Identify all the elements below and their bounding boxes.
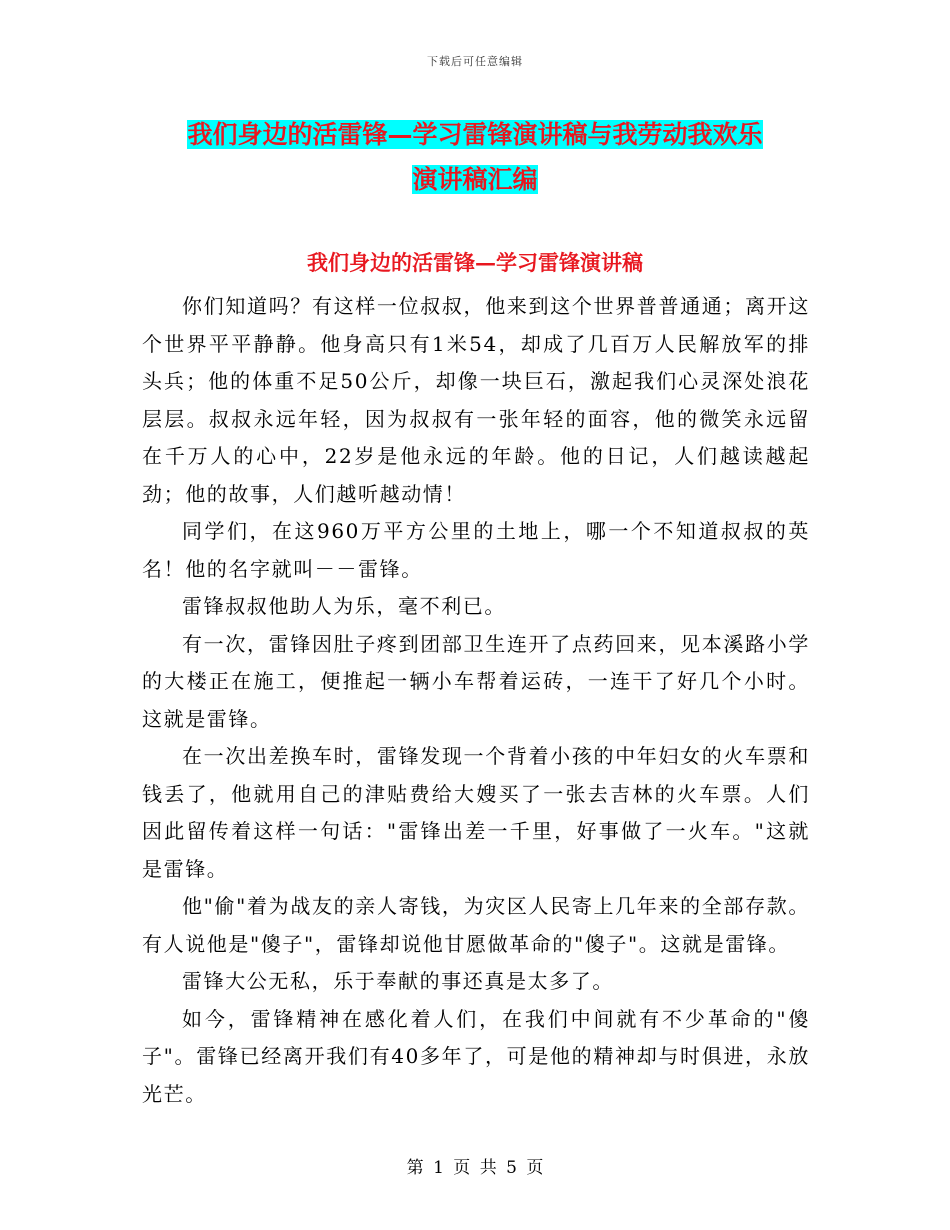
document-title-line-1: 我们身边的活雷锋—学习雷锋演讲稿与我劳动我欢乐 xyxy=(187,120,763,149)
paragraph: 雷锋大公无私，乐于奉献的事还真是太多了。 xyxy=(182,969,614,993)
paragraph: 他"偷"着为战友的亲人寄钱，为灾区人民寄上几年来的全部存款。有人说他是"傻子"，雷锋却说他甘愿做革命的"傻子"。这就是雷锋。 xyxy=(142,894,810,956)
page-number-footer: 第 1 页 共 5 页 xyxy=(406,1158,544,1178)
paragraph: 有一次，雷锋因肚子疼到团部卫生连开了点药回来，见本溪路小学的大楼正在施工，便推起一辆小车帮着运砖，一连干了好几个小时。这就是雷锋。 xyxy=(142,631,810,731)
section-title: 我们身边的活雷锋—学习雷锋演讲稿 xyxy=(307,250,643,275)
paragraph: 同学们，在这960万平方公里的土地上，哪一个不知道叔叔的英名！他的名字就叫－－雷锋。 xyxy=(142,519,810,581)
document-title-line-2: 演讲稿汇编 xyxy=(412,165,538,194)
header-note: 下载后可任意编辑 xyxy=(427,55,523,68)
document-title xyxy=(150,112,800,202)
body-text xyxy=(142,288,810,1113)
paragraph: 在一次出差换车时，雷锋发现一个背着小孩的中年妇女的火车票和钱丢了，他就用自己的津贴费给大嫂买了一张去吉林的火车票。人们因此留传着这样一句话："雷锋出差一千里，好事做了一火车。"这就是雷锋。 xyxy=(142,744,810,881)
paragraph: 如今，雷锋精神在感化着人们，在我们中间就有不少革命的"傻子"。雷锋已经离开我们有40多年了，可是他的精神却与时俱进，永放光芒。 xyxy=(142,1006,810,1106)
paragraph: 你们知道吗？有这样一位叔叔，他来到这个世界普普通通；离开这个世界平平静静。他身高只有1米54，却成了几百万人民解放军的排头兵；他的体重不足50公斤，却像一块巨石，激起我们心灵深处浪花层层。叔叔永远年轻，因为叔叔有一张年轻的面容，他的微笑永远留在千万人的心中，22岁是他永远的年龄。他的日记，人们越读越起劲；他的故事，人们越听越动情！ xyxy=(142,294,810,506)
paragraph: 雷锋叔叔他助人为乐，毫不利已。 xyxy=(182,594,506,618)
